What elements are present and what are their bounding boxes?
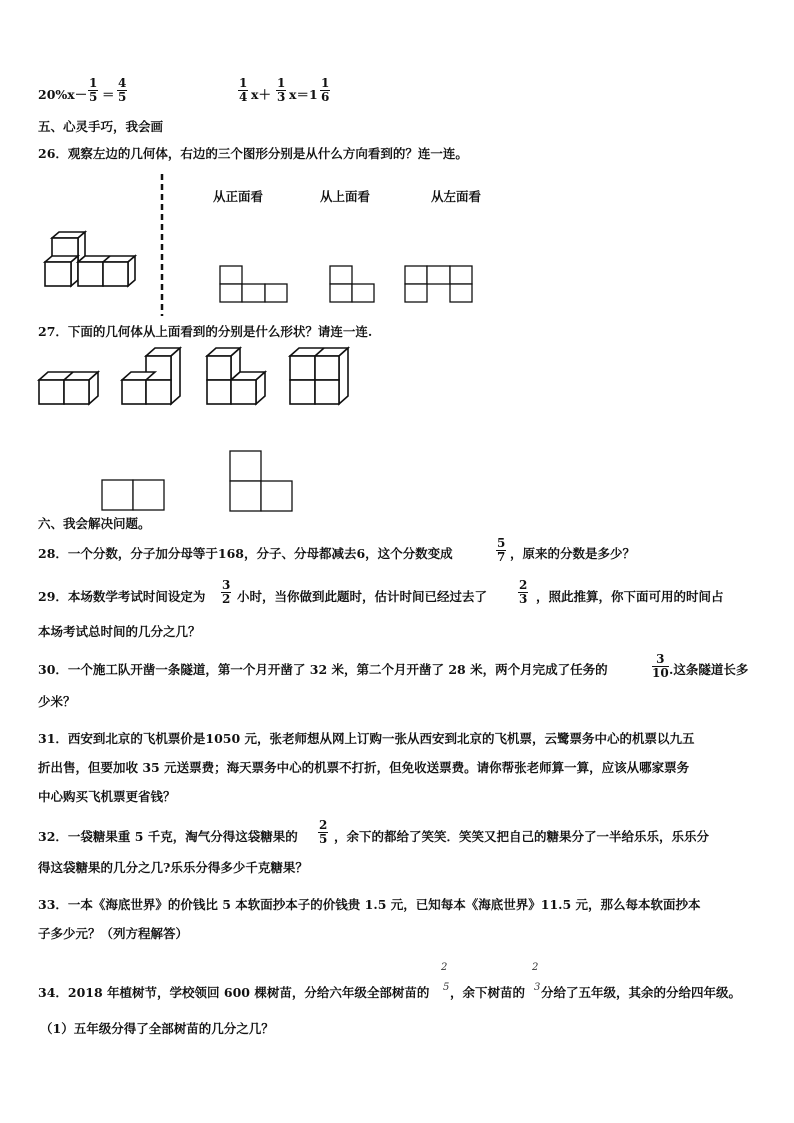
q29-fraction-2: $\frac{2}{3}$ (519, 578, 528, 606)
q34-fraction-2-num: 2 (532, 962, 539, 973)
eq1-equals: ＝ (102, 87, 115, 102)
eq2-fraction-1: $\frac{1}{4}$ (239, 76, 248, 104)
eq2-term-2: x＝1 (289, 87, 318, 102)
q27-solid-2[interactable] (120, 346, 184, 408)
q28-fraction: $\frac{5}{7}$ (497, 536, 506, 564)
q26-view-shape-1[interactable] (220, 266, 290, 304)
q26-view-shape-3[interactable] (405, 266, 475, 304)
q27-solid-3[interactable] (204, 346, 270, 408)
q26-solid-figure (40, 228, 140, 290)
eq1-fraction-2: $\frac{4}{5}$ (118, 76, 127, 104)
section-6-title: 六、我会解决问题。 (38, 516, 151, 531)
q34-fraction-2-den: 3 (534, 982, 541, 993)
eq1-fraction-1: $\frac{1}{5}$ (89, 76, 98, 104)
view-label-top: 从上面看 (320, 189, 371, 204)
question-27: 27．下面的几何体从上面看到的分别是什么形状？请连一连. (38, 324, 373, 339)
eq2-fraction-2: $\frac{1}{3}$ (277, 76, 286, 104)
q34-sub-question-1: （1）五年级分得了全部树苗的几分之几？ (40, 1021, 274, 1036)
section-5-title: 五、心灵手巧，我会画 (38, 119, 164, 134)
question-26: 26．观察左边的几何体，右边的三个图形分别是从什么方向看到的？连一连。 (38, 146, 468, 161)
q27-solid-1[interactable] (38, 358, 102, 408)
q32-fraction: $\frac{2}{5}$ (319, 818, 328, 846)
q29-fraction-1: $\frac{3}{2}$ (222, 578, 231, 606)
view-label-left: 从左面看 (431, 189, 482, 204)
q30-fraction: $\frac{3}{10}$ (652, 652, 669, 680)
eq2-fraction-3: $\frac{1}{6}$ (321, 76, 330, 104)
q26-view-shape-2[interactable] (330, 266, 380, 304)
q26-divider-dashed-line (160, 174, 164, 316)
q34-fraction-1-num: 2 (441, 962, 448, 973)
q27-top-view-shape-1[interactable] (102, 480, 166, 514)
q27-top-view-shape-2[interactable] (230, 451, 294, 513)
view-label-front: 从正面看 (213, 189, 264, 204)
eq2-term-1: x＋ (251, 87, 271, 102)
q27-solid-4[interactable] (288, 346, 352, 408)
eq1-prefix: 20%x－ (38, 87, 88, 102)
q34-fraction-1-den: 5 (443, 982, 450, 993)
